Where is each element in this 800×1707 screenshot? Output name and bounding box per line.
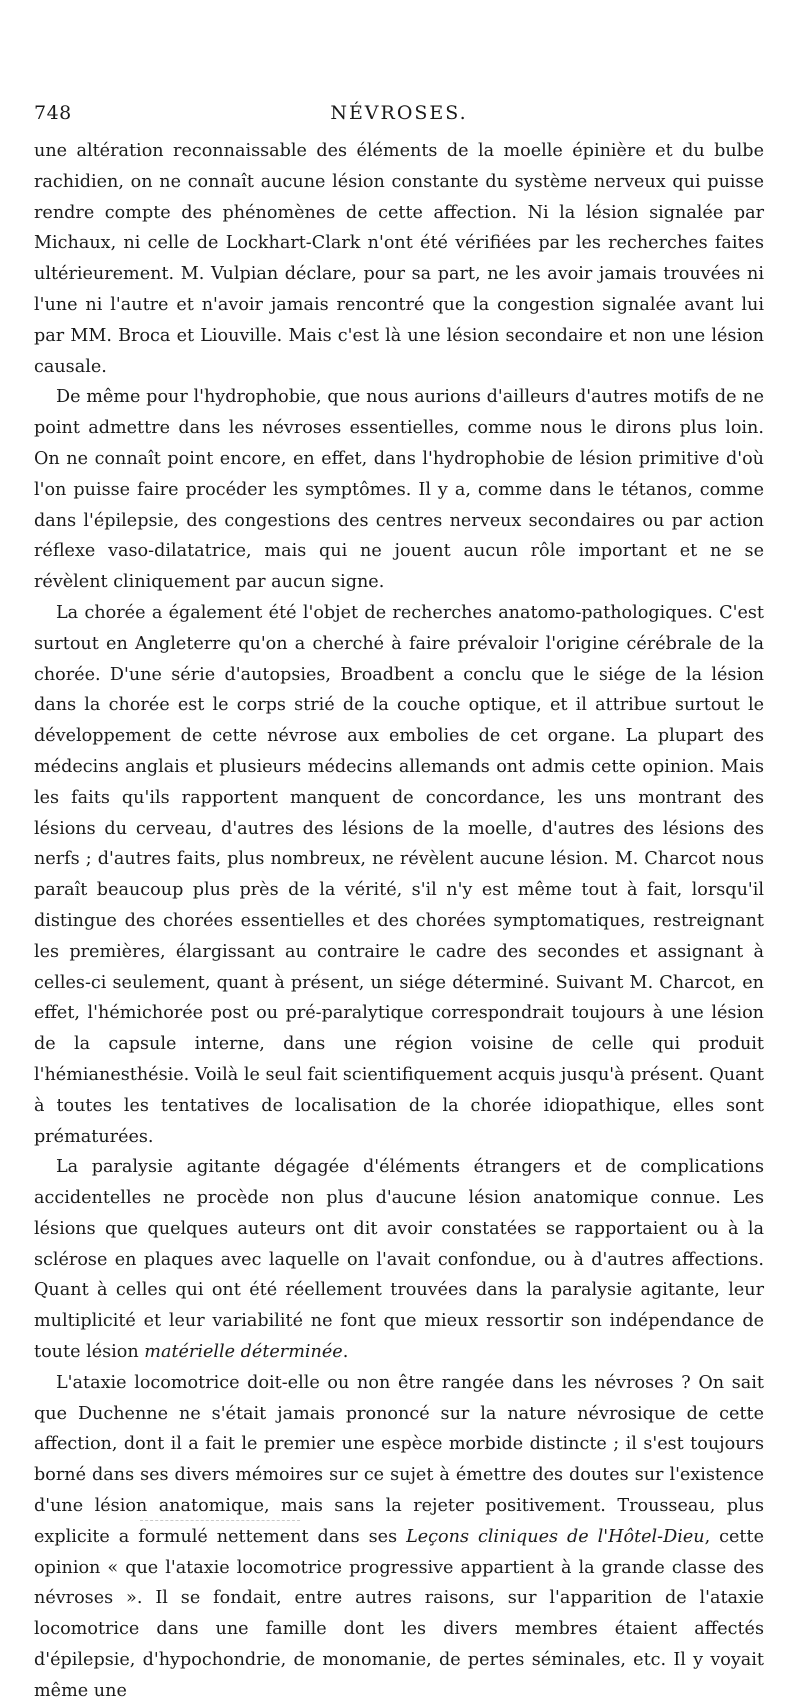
paragraph-2 (34, 382, 764, 598)
page-header (34, 96, 764, 136)
page (34, 96, 764, 1707)
paragraph-text: La chorée a également été l'objet de recherches anatomo-pathologiques. C'est surtout en Angleterre qu'on a cherché à faire prévaloir l'origine cérébrale de la chorée. D'une série d'autopsies, Broadbent a conclu que le siége de la lésion dans la chorée est le corps strié de la couche optique, et il attribue surtout le développement de cette névrose aux embolies de cet organe. La plupart des médecins anglais et plusieurs médecins allemands ont admis cette opinion. Mais les faits qu'ils rapportent manquent de concordance, les uns montrant des lésions du cerveau, d'autres des lésions de la moelle, d'autres des lésions des nerfs ; d'autres faits, plus nombreux, ne révèlent aucune lésion. M. Charcot nous paraît beaucoup plus près de la vérité, s'il n'y est même tout à fait, lorsqu'il distingue des chorées essentielles et des chorées symptomatiques, restreignant les premières, élargissant au contraire le cadre des secondes et assignant à celles-ci seulement, quant à présent, un siége déterminé. Suivant M. Charcot, en effet, l'hémichorée post ou pré-paralytique correspondrait toujours à une lésion de la capsule interne, dans une région voisine de celle qui produit l'hémianesthésie. Voilà le seul fait scientifiquement acquis jusqu'à présent. Quant à toutes les tentatives de localisation de la chorée idiopathique, elles sont prématurées. (34, 602, 764, 1147)
paragraph-4 (34, 1152, 764, 1368)
book-title: Leçons cliniques de l'Hôtel-Dieu (406, 1526, 705, 1547)
paragraph-5 (34, 1368, 764, 1707)
italic-phrase: matérielle déterminée (144, 1342, 343, 1363)
paragraph-3 (34, 598, 764, 1152)
body-text (34, 136, 764, 1707)
paragraph-1 (34, 136, 764, 382)
paragraph-text: La paralysie agitante dégagée d'éléments étrangers et de complications accidentelles ne procède non plus d'aucune lésion anatomique connue. Les lésions que quelques auteurs ont dit avoir constatées se rapportaient ou à la sclérose en plaques avec laquelle on l'avait confondue, ou à d'autres affections. Quant à celles qui ont été réellement trouvées dans la paralysie agitante, leur multiplicité et leur variabilité ne font que mieux ressortir son indépendance de toute lésion (34, 1157, 764, 1363)
print-smudge (140, 1520, 300, 1525)
paragraph-text: une altération reconnaissable des éléments de la moelle épinière et du bulbe rachidien, on ne connaît aucune lésion constante du système nerveux qui puisse rendre compte des phénomènes de cette affection. Ni la lésion signalée par Michaux, ni celle de Lockhart-Clark n'ont été vérifiées par les recherches faites ultérieurement. M. Vulpian déclare, pour sa part, ne les avoir jamais trouvées ni l'une ni l'autre et n'avoir jamais rencontré que la congestion signalée avant lui par MM. Broca et Liouville. Mais c'est là une lésion secondaire et non une lésion causale. (34, 141, 764, 377)
paragraph-text: . (342, 1342, 349, 1363)
paragraph-text: , cette opinion « que l'ataxie locomotrice progressive appartient à la grande classe des névroses ». Il se fondait, entre autres raisons, sur l'apparition de l'ataxie locomotrice dans une famille dont les divers membres étaient affectés d'épilepsie, d'hypochondrie, de monomanie, de pertes séminales, etc. Il y voyait même une (34, 1526, 764, 1701)
paragraph-text: De même pour l'hydrophobie, que nous aurions d'ailleurs d'autres motifs de ne point admettre dans les névroses essentielles, comme nous le dirons plus loin. On ne connaît point encore, en effet, dans l'hydrophobie de lésion primitive d'où l'on puisse faire procéder les symptômes. Il y a, comme dans le tétanos, comme dans l'épilepsie, des congestions des centres nerveux secondaires ou par action réflexe vaso-dilatatrice, mais qui ne jouent aucun rôle important et ne se révèlent cliniquement par aucun signe. (34, 387, 764, 593)
paragraph-text: L'ataxie locomotrice doit-elle ou non être rangée dans les névroses ? On sait que Duchenne ne s'était jamais prononcé sur la nature névrosique de cette affection, dont il a fait le premier une espèce morbide distincte ; il s'est toujours borné dans ses divers mémoires sur ce sujet à émettre des doutes sur l'existence d'une lésion anatomique, mais sans la rejeter positivement. Trousseau, plus explicite a formulé nettement dans ses (34, 1372, 764, 1547)
running-title: NÉVROSES. (330, 102, 468, 124)
page-number: 748 (34, 102, 72, 124)
